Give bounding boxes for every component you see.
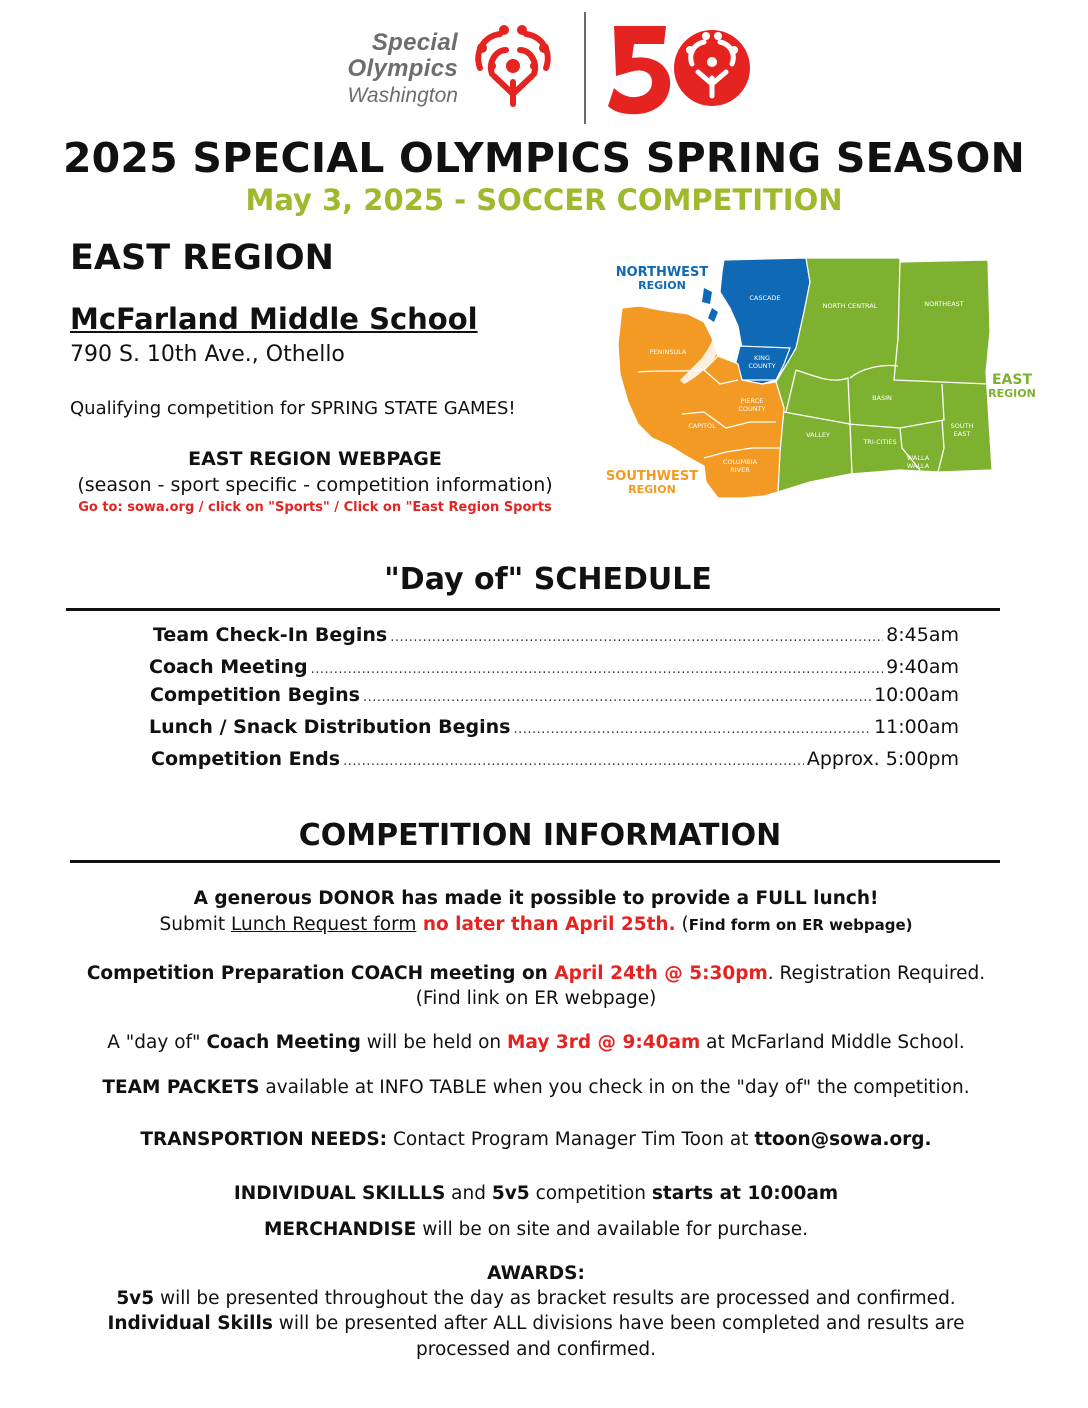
washington-regions-map bbox=[600, 252, 1040, 502]
logo-word-special: Special bbox=[371, 29, 458, 56]
logo-word-washington: Washington bbox=[347, 84, 458, 107]
awards-individual-text: will be presented after ALL divisions have been completed and results are bbox=[272, 1313, 965, 1334]
schedule-label: Lunch / Snack Distribution Begins bbox=[149, 716, 511, 738]
fifty-anniversary-logo bbox=[606, 20, 752, 118]
skills-start-note bbox=[0, 1183, 1072, 1204]
map-label-east: EAST bbox=[991, 372, 1033, 388]
schedule-leader bbox=[390, 630, 883, 645]
map-area-capitol: CAPITOL bbox=[688, 422, 716, 430]
awards-5v5-note bbox=[0, 1288, 1072, 1309]
qualifying-note: Qualifying competition for SPRING STATE GAMES! bbox=[70, 398, 516, 419]
schedule-row bbox=[151, 748, 959, 770]
coach-prep-link: (Find link on ER webpage) bbox=[415, 988, 657, 1009]
map-area-walla-walla-2: WALLA bbox=[906, 462, 930, 470]
info-divider bbox=[70, 860, 1000, 863]
map-area-king: KING bbox=[753, 354, 771, 362]
schedule-row bbox=[149, 716, 959, 738]
schedule-time: 8:45am bbox=[886, 624, 959, 646]
lunch-submit-text: Submit bbox=[159, 914, 232, 935]
donor-note: A generous DONOR has made it possible to provide a FULL lunch! bbox=[193, 888, 879, 909]
map-area-south-east-2: EAST bbox=[953, 430, 971, 438]
merchandise-text: will be on site and available for purchase. bbox=[416, 1219, 809, 1240]
map-area-peninsula: PENINSULA bbox=[649, 348, 687, 356]
special-olympics-figure-icon bbox=[470, 22, 556, 114]
dayof-coach-meeting-note bbox=[0, 1032, 1072, 1053]
schedule-leader bbox=[343, 754, 804, 769]
awards-individual-note bbox=[0, 1313, 1072, 1334]
schedule-label: Coach Meeting bbox=[149, 656, 308, 678]
dayof-post: at McFarland Middle School. bbox=[700, 1032, 965, 1053]
coach-prep-text: Competition Preparation COACH meeting on bbox=[86, 963, 555, 984]
map-area-columbia: COLUMBIA bbox=[722, 458, 758, 466]
transportation-label: TRANSPORTION NEEDS: bbox=[140, 1129, 388, 1150]
awards-title: AWARDS: bbox=[487, 1263, 585, 1284]
venue-name: McFarland Middle School bbox=[70, 302, 478, 336]
map-area-northeast: NORTHEAST bbox=[924, 300, 964, 308]
lunch-request-note bbox=[0, 914, 1072, 935]
schedule-divider bbox=[66, 608, 1000, 611]
schedule-time: 9:40am bbox=[886, 656, 959, 678]
map-area-north-central: NORTH CENTRAL bbox=[822, 302, 878, 310]
logo-word-olympics: Olympics bbox=[347, 55, 458, 82]
info-title: COMPETITION INFORMATION bbox=[298, 818, 782, 853]
skills-5v5: 5v5 bbox=[491, 1183, 530, 1204]
map-area-cascade: CASCADE bbox=[749, 294, 781, 302]
map-label-southwest-region: REGION bbox=[628, 483, 676, 496]
lunch-paren: ( bbox=[675, 914, 689, 935]
logo-divider bbox=[584, 12, 586, 124]
team-packets-text: available at INFO TABLE when you check in on the "day of" the competition. bbox=[259, 1077, 970, 1098]
lunch-request-form-link[interactable]: Lunch Request form bbox=[231, 914, 417, 935]
page-subtitle: May 3, 2025 - SOCCER COMPETITION bbox=[245, 183, 843, 217]
venue-address: 790 S. 10th Ave., Othello bbox=[70, 342, 345, 367]
schedule-label: Competition Begins bbox=[150, 684, 360, 706]
schedule-title: "Day of" SCHEDULE bbox=[384, 562, 712, 597]
page-title: 2025 SPECIAL OLYMPICS SPRING SEASON bbox=[62, 134, 1026, 182]
schedule-row bbox=[150, 684, 959, 706]
map-area-basin: BASIN bbox=[872, 394, 892, 402]
schedule-leader bbox=[363, 690, 871, 705]
map-label-northwest-region: REGION bbox=[638, 279, 686, 292]
schedule-label: Competition Ends bbox=[151, 748, 341, 770]
coach-prep-registration: . Registration Required. bbox=[767, 963, 986, 984]
map-label-east-region: REGION bbox=[988, 387, 1036, 400]
skills-mid: competition bbox=[529, 1183, 652, 1204]
map-area-pierce: PIERCE bbox=[740, 397, 764, 405]
awards-individual-label: Individual Skills bbox=[107, 1313, 273, 1334]
schedule-row bbox=[149, 656, 959, 678]
merchandise-label: MERCHANDISE bbox=[263, 1219, 417, 1240]
merchandise-note bbox=[0, 1219, 1072, 1240]
map-area-tri-cities: TRI-CITIES bbox=[863, 438, 897, 446]
map-area-pierce-county: COUNTY bbox=[738, 405, 766, 413]
transportation-text: Contact Program Manager Tim Toon at bbox=[387, 1129, 755, 1150]
dayof-mid: will be held on bbox=[360, 1032, 508, 1053]
schedule-leader bbox=[311, 662, 884, 677]
schedule-label: Team Check-In Begins bbox=[153, 624, 388, 646]
map-label-northwest: NORTHWEST bbox=[615, 265, 709, 280]
coach-prep-date: April 24th @ 5:30pm bbox=[554, 963, 768, 984]
awards-individual-note-2: processed and confirmed. bbox=[416, 1339, 656, 1360]
map-area-king-county: COUNTY bbox=[748, 362, 776, 370]
map-area-valley: VALLEY bbox=[806, 431, 830, 439]
coach-prep-note bbox=[0, 963, 1072, 984]
region-heading: EAST REGION bbox=[70, 238, 334, 278]
skills-and: and bbox=[445, 1183, 492, 1204]
schedule-leader bbox=[513, 722, 871, 737]
transportation-email[interactable]: ttoon@sowa.org. bbox=[754, 1129, 932, 1150]
map-area-walla-walla: WALLA bbox=[906, 454, 930, 462]
dayof-date: May 3rd @ 9:40am bbox=[507, 1032, 701, 1053]
map-area-columbia-river: RIVER bbox=[730, 466, 750, 474]
schedule-row bbox=[153, 624, 959, 646]
schedule-time: 10:00am bbox=[874, 684, 959, 706]
webpage-description: (season - sport specific - competition information) bbox=[77, 474, 553, 496]
webpage-title: EAST REGION WEBPAGE bbox=[188, 448, 442, 470]
schedule-time: 11:00am bbox=[874, 716, 959, 738]
awards-5v5-text: will be presented throughout the day as bracket results are processed and confirmed. bbox=[154, 1288, 956, 1309]
lunch-find-form: Find form on ER webpage) bbox=[688, 916, 913, 934]
awards-5v5-label: 5v5 bbox=[116, 1288, 155, 1309]
skills-start-time: starts at 10:00am bbox=[651, 1183, 839, 1204]
dayof-pre: A "day of" bbox=[107, 1032, 207, 1053]
transportation-note bbox=[0, 1129, 1072, 1150]
dayof-coach-meeting: Coach Meeting bbox=[206, 1032, 361, 1053]
team-packets-note bbox=[0, 1077, 1072, 1098]
schedule-time: Approx. 5:00pm bbox=[806, 748, 959, 770]
team-packets-label: TEAM PACKETS bbox=[102, 1077, 260, 1098]
map-label-southwest: SOUTHWEST bbox=[605, 469, 699, 484]
lunch-deadline: no later than April 25th. bbox=[416, 914, 676, 935]
webpage-directions: Go to: sowa.org / click on "Sports" / Click on "East Region Sports bbox=[78, 500, 552, 515]
skills-label: INDIVIDUAL SKILLLS bbox=[233, 1183, 446, 1204]
map-area-south-east: SOUTH bbox=[950, 422, 974, 430]
